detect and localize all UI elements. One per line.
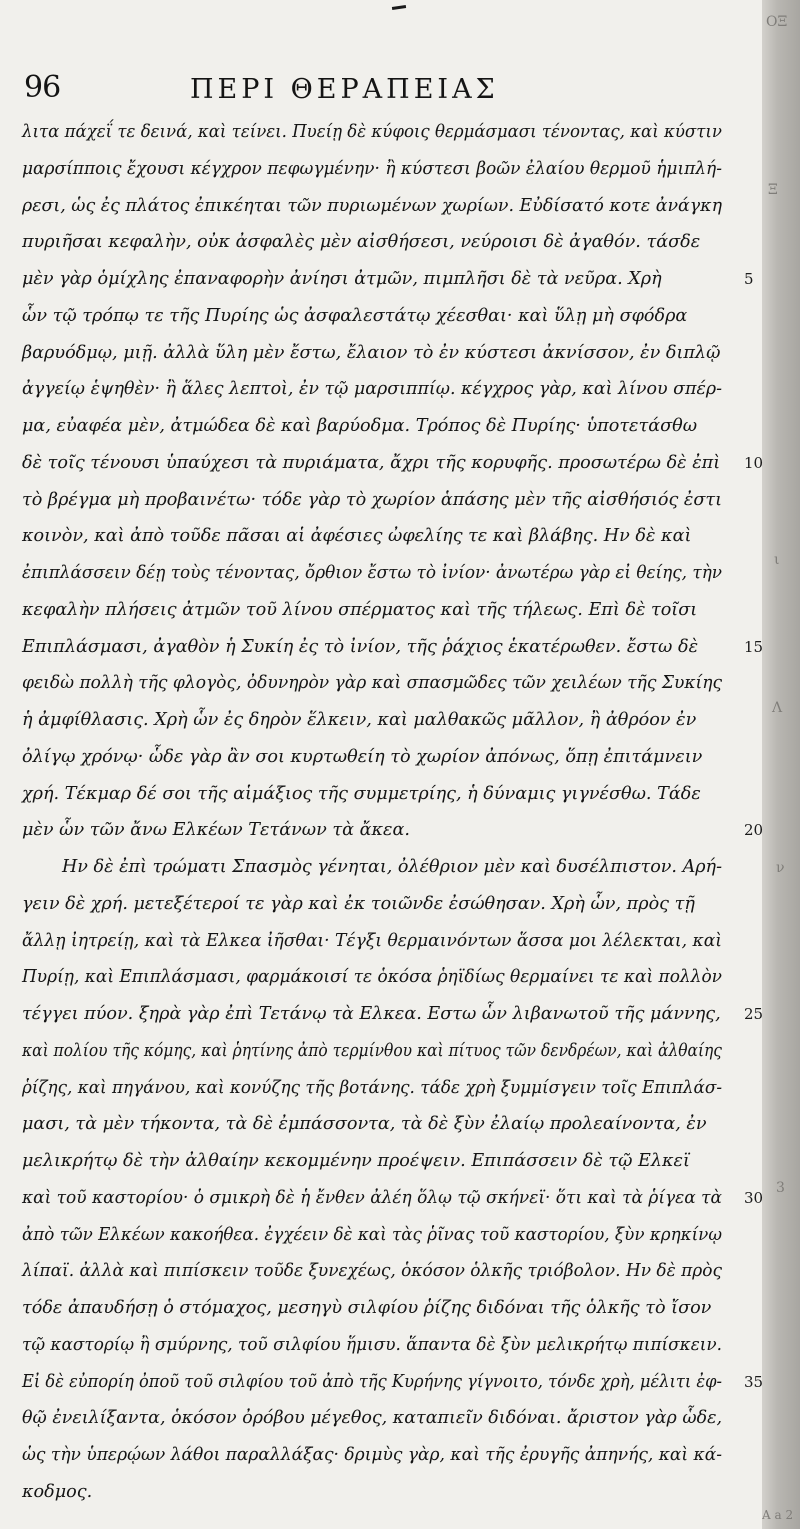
text-line-content: τὸ βρέγμα μὴ προβαινέτω· τόδε γὰρ τὸ χωρίον ἁπάσης μὲν τῆς αἰσθήσιός ἐστι — [22, 489, 722, 510]
text-line — [22, 1217, 740, 1254]
text-line-content: ἀπὸ τῶν Ελκέων κακοήθεα. ἐγχέειν δὲ καὶ τὰς ῥῖνας τοῦ καστορίου, ξὺν κρηκίνῳ — [22, 1224, 723, 1245]
line-number: 20 — [744, 821, 764, 840]
text-line-content: Επιπλάσμασι, ἀγαθὸν ἡ Συκίη ἐς τὸ ἰνίον, τῆς ῥάχιος ἑκατέρωθεν. ἔστω δὲ — [22, 636, 699, 657]
text-line — [22, 1143, 740, 1180]
text-line-content: κοινὸν, καὶ ἀπὸ τοῦδε πᾶσαι αἱ ἀφέσιες ὠφελίης τε καὶ βλάβης. Ην δὲ καὶ — [22, 526, 692, 547]
text-line — [22, 665, 740, 702]
text-line-content: μαρσίπποις ἔχουσι κέγχρον πεφωγμένην· ἢ κύστεσι βοῶν ἐλαίου θερμοῦ ἡμιπλή- — [22, 158, 722, 179]
text-line — [22, 1290, 740, 1327]
text-line — [22, 923, 740, 960]
text-line — [22, 1106, 740, 1143]
gutter-mark: ι — [774, 552, 780, 568]
text-line-content: ἄλλῃ ἰητρείῃ, καὶ τὰ Ελκεα ἰῆσθαι· Τέγξι θερμαινόντων ἅσσα μοι λέλεκται, καὶ — [22, 930, 722, 951]
text-line — [22, 996, 764, 1033]
text-line-content: μα, εὐαφέα μὲν, ἀτμώδεα δὲ καὶ βαρύοδμα. Τρόπος δὲ Πυρίης· ὑποτετάσθω — [22, 416, 698, 436]
text-line — [22, 408, 740, 445]
facing-page-edge — [762, 0, 800, 1529]
text-line-content: ὀλίγῳ χρόνῳ· ὧδε γὰρ ἂν σοι κυρτωθείη τὸ χωρίον ἀπόνως, ὅπῃ ἐπιτάμνειν — [22, 746, 703, 767]
text-line-content: φειδὼ πολλὴ τῆς φλογὸς, ὀδυνηρὸν γὰρ καὶ σπασμῶδες τῶν χειλέων τῆς Συκίης — [22, 673, 723, 694]
text-line — [22, 1253, 740, 1290]
text-line-content: καὶ πολίου τῆς κόμης, καὶ ῥητίνης ἀπὸ τερμίνθου καὶ πίτυος τῶν δενδρέων, καὶ ἀλθαίης — [22, 1040, 722, 1061]
text-line — [22, 371, 740, 408]
line-number: 25 — [744, 1005, 764, 1023]
text-line — [22, 776, 740, 813]
text-line — [22, 739, 740, 776]
ink-mark — [392, 5, 406, 10]
text-line — [22, 298, 740, 335]
text-line-content: ρεσι, ὡς ἐς πλάτος ἐπικέηται τῶν πυριωμένων χωρίων. Εὐδίσατό κοτε ἀνάγκη — [22, 195, 722, 216]
gutter-mark: Λ — [772, 700, 783, 716]
text-line-content: μὲν γὰρ ὁμίχλης ἐπαναφορὴν ἀνίησι ἀτμῶν, πιμπλῆσι δὲ τὰ νεῦρα. Χρὴ — [22, 269, 662, 289]
text-line — [22, 1033, 740, 1070]
text-line — [22, 1364, 764, 1401]
line-number: 15 — [744, 637, 764, 656]
text-line-content: ὡς τὴν ὑπερῴων λάθοι παραλλάξας· δριμὺς γὰρ, καὶ τῆς ἐρυγῆς ἀπηνής, καὶ κά- — [22, 1445, 723, 1465]
text-line — [22, 224, 740, 261]
text-line-content: χρή. Τέκμαρ δέ σοι τῆς αἱμάξιος τῆς συμμετρίης, ἡ δύναμις γιγνέσθω. Τάδε — [22, 783, 701, 804]
text-line — [22, 261, 754, 298]
text-line — [22, 702, 740, 739]
text-line-content: τῷ καστορίῳ ἢ σμύρνης, τοῦ σιλφίου ἥμισυ. ἅπαντα δὲ ξὺν μελικρήτῳ πιπίσκειν. — [22, 1334, 722, 1355]
text-line-content: μελικρήτῳ δὲ τὴν ἀλθαίην κεκομμένην προέψειν. Επιπάσσειν δὲ τῷ Ελκεϊ — [22, 1151, 690, 1171]
text-line-content: βαρυόδμῳ, μιῇ. ἀλλὰ ὕλη μὲν ἔστω, ἔλαιον τὸ ἐν κύστεσι ἀκνίσσον, ἐν διπλῷ — [22, 342, 721, 363]
text-line — [22, 114, 740, 151]
page-number: 96 — [24, 70, 61, 105]
text-line — [22, 518, 740, 555]
text-line-content: τέγγει πύον. ξηρὰ γὰρ ἐπὶ Τετάνῳ τὰ Ελκεα. Εστω ὧν λιβανωτοῦ τῆς μάννης, — [22, 1004, 721, 1024]
text-line-content: ἐπιπλάσσειν δέῃ τοὺς τένοντας, ὄρθιον ἔστω τὸ ἰνίον· ἀνωτέρω γὰρ εἰ θείης, τὴν — [22, 563, 723, 583]
line-number: 10 — [744, 453, 764, 472]
text-line — [22, 335, 740, 372]
text-line-content: καὶ τοῦ καστορίου· ὁ σμικρὴ δὲ ἡ ἔνθεν ἀλέη ὅλῳ τῷ σκήνεϊ· ὅτι καὶ τὰ ῥίγεα τὰ — [22, 1187, 723, 1208]
line-number: 5 — [744, 270, 754, 288]
text-line-content: Εἰ δὲ εὐπορίη ὀποῦ τοῦ σιλφίου τοῦ ἀπὸ τῆς Κυρήνης γίγνοιτο, τόνδε χρὴ, μέλιτι ἐφ- — [22, 1371, 723, 1392]
line-number: 35 — [744, 1372, 764, 1391]
text-line-content: κοδμος. — [22, 1481, 93, 1502]
text-line-content: μασι, τὰ μὲν τήκοντα, τὰ δὲ ἐμπάσσοντα, τὰ δὲ ξὺν ἐλαίῳ προλεαίνοντα, ἐν — [22, 1114, 707, 1135]
line-number: 30 — [744, 1188, 764, 1207]
running-head: ΠΕΡΙ ΘΕΡΑΠΕΙΑΣ — [190, 74, 499, 105]
text-line — [22, 1070, 740, 1107]
gutter-mark: ν — [776, 860, 785, 876]
body-text — [22, 114, 764, 1511]
text-line-content: θῷ ἐνειλίξαντα, ὁκόσον ὀρόβου μέγεθος, καταπιεῖν διδόναι. ἄριστον γὰρ ὧδε, — [22, 1408, 723, 1429]
text-line — [22, 151, 740, 188]
gutter-mark: 3 — [776, 1180, 785, 1196]
text-line-content: ἀγγείῳ ἑψηθὲν· ἢ ἅλες λεπτοὶ, ἐν τῷ μαρσιππίῳ. κέγχρος γὰρ, καὶ λίνου σπέρ- — [22, 379, 722, 400]
text-line-content: λιτα πάχεΐ τε δεινά, καὶ τείνει. Πυείῃ δὲ κύφοις θερμάσμασι τένοντας, καὶ κύστιν — [22, 122, 722, 142]
text-line — [22, 1474, 740, 1511]
text-line-content: μὲν ὧν τῶν ἄνω Ελκέων Τετάνων τὰ ἄκεα. — [22, 820, 410, 841]
text-line-content: λίπαϊ. ἀλλὰ καὶ πιπίσκειν τοῦδε ξυνεχέως, ὁκόσον ὁλκῆς τριόβολον. Ην δὲ πρὸς — [22, 1261, 723, 1282]
text-line — [22, 812, 764, 849]
text-line-content: πυριῆσαι κεφαλὴν, οὐκ ἀσφαλὲς μὲν αἰσθήσεσι, νεύροισι δὲ ἀγαθόν. τάσδε — [22, 232, 701, 253]
text-line — [22, 959, 740, 996]
text-line-content: τόδε ἀπαυδήσῃ ὁ στόμαχος, μεσηγὺ σιλφίου ῥίζης διδόναι τῆς ὁλκῆς τὸ ἴσον — [22, 1298, 712, 1318]
text-line — [22, 1400, 740, 1437]
text-line — [22, 1180, 764, 1217]
text-line-content: Ην δὲ ἐπὶ τρώματι Σπασμὸς γένηται, ὀλέθριον μὲν καὶ δυσέλπιστον. Αρή- — [62, 857, 722, 877]
text-line — [22, 592, 740, 629]
text-line — [22, 555, 740, 592]
gutter-mark: A a 2 — [762, 1508, 794, 1522]
text-line — [22, 629, 764, 666]
text-line — [22, 1327, 740, 1364]
text-line-content: κεφαλὴν πλήσεις ἀτμῶν τοῦ λίνου σπέρματος καὶ τῆς τήλεως. Επὶ δὲ τοῖσι — [22, 599, 698, 620]
text-line-content: Πυρίῃ, καὶ Επιπλάσμασι, φαρμάκοισί τε ὁκόσα ῥηϊδίως θερμαίνει τε καὶ πολλὸν — [22, 967, 722, 988]
text-line — [22, 445, 764, 482]
gutter-mark: ΟΞ — [766, 14, 788, 30]
text-line — [22, 188, 740, 225]
text-line — [22, 849, 740, 886]
text-line — [22, 1437, 740, 1474]
text-line — [22, 482, 740, 519]
text-line-content: ὧν τῷ τρόπῳ τε τῆς Πυρίης ὡς ἀσφαλεστάτῳ χέεσθαι· καὶ ὕλῃ μὴ σφόδρα — [22, 305, 688, 326]
text-line-content: ἡ ἀμφίθλασις. Χρὴ ὧν ἐς δηρὸν ἕλκειν, καὶ μαλθακῶς μᾶλλον, ἢ ἀθρόον ἐν — [22, 710, 697, 730]
text-line-content: ῥίζης, καὶ πηγάνου, καὶ κονύζης τῆς βοτάνης. τάδε χρὴ ξυμμίσγειν τοῖς Επιπλάσ- — [22, 1077, 723, 1098]
text-line-content: γειν δὲ χρή. μετεξέτεροί τε γὰρ καὶ ἐκ τοιῶνδε ἐσώθησαν. Χρὴ ὧν, πρὸς τῇ — [22, 893, 695, 914]
text-line-content: δὲ τοῖς τένουσι ὑπαύχεσι τὰ πυριάματα, ἄχρι τῆς κορυφῆς. προσωτέρω δὲ ἐπὶ — [22, 452, 721, 473]
text-line — [22, 886, 740, 923]
gutter-mark: Ξ — [768, 182, 778, 198]
